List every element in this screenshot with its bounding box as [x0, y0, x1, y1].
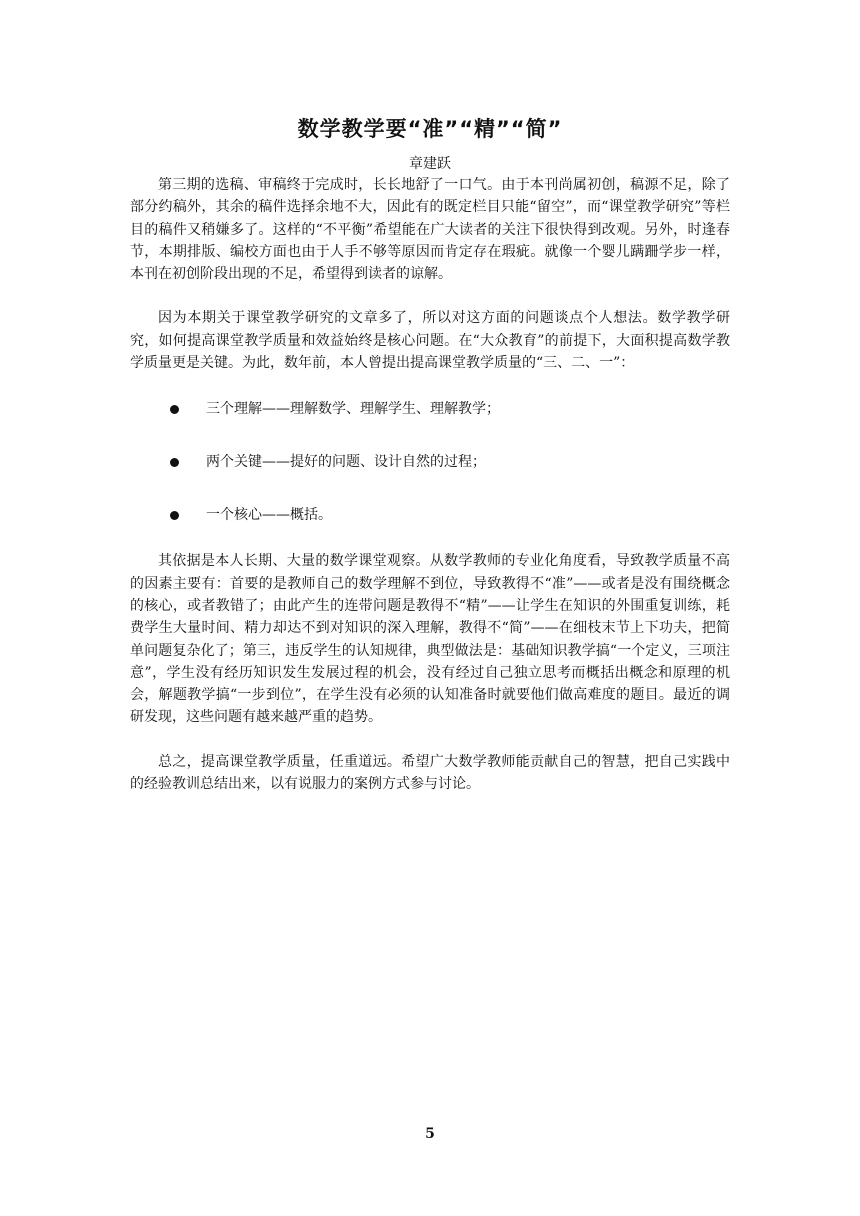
list-item [130, 504, 730, 526]
list-item-text: 三个理解——理解数学、理解学生、理解教学； [206, 401, 500, 418]
article-author: 章建跃 [409, 156, 451, 172]
bullet-icon [170, 458, 179, 467]
list-item-text: 一个核心——概括。 [206, 507, 332, 524]
list-item [130, 451, 730, 473]
principle-list [130, 398, 730, 526]
list-item-text: 两个关键——提好的问题、设计自然的过程； [206, 454, 486, 471]
paragraph-gap [130, 729, 730, 751]
list-item [130, 398, 730, 420]
page-number: 5 [425, 1126, 435, 1142]
paragraph-conclusion: 总之，提高课堂教学质量，任重道远。希望广大数学教师能贡献自己的智慧，把自己实践中的经验教训总结出来，以有说服力的案例方式参与讨论。 [130, 753, 730, 793]
paragraph-analysis: 其依据是本人长期、大量的数学课堂观察。从数学教师的专业化角度看，导致教学质量不高的因素主要有：首要的是教师自己的数学理解不到位，导致教得不“准”——或者是没有围绕概念的核心，或者教错了；由此产生的连带问题是教得不“精”——让学生在知识的外围重复训练，耗费学生大量时间、精力却达不到对知识的深入理解，教得不“简”——在细枝末节上下功夫，把简单问题复杂化了；第三，违反学生的认知规律，典型做法是：基础知识教学搞“一个定义，三项注意”，学生没有经历知识发生发展过程的机会，没有经过自己独立思考而概括出概念和原理的机会，解题教学搞“一步到位”，在学生没有必须的认知准备时就要他们做高难度的题目。最近的调研发现，这些问题有越来越严重的趋势。 [130, 553, 730, 726]
article-title: 数学教学要“准”“精”“简” [297, 117, 563, 141]
paragraph-intro: 第三期的选稿、审稿终于完成时，长长地舒了一口气。由于本刊尚属初创，稿源不足，除了部分约稿外，其余的稿件选择余地不大，因此有的既定栏目只能“留空”，而“课堂教学研究”等栏目的稿件又稍嫌多了。这样的“不平衡”希望能在广大读者的关注下很快得到改观。另外，时逢春节，本期排版、编校方面也由于人手不够等原因而肯定存在瑕疵。就像一个婴儿蹒跚学步一样，本刊在初创阶段出现的不足，希望得到读者的谅解。 [130, 177, 730, 283]
bullet-icon [170, 405, 179, 414]
bullet-icon [170, 511, 179, 520]
paragraph-gap [130, 285, 730, 307]
list-gap [130, 374, 730, 398]
paragraph-teaching-research: 因为本期关于课堂教学研究的文章多了，所以对这方面的问题谈点个人想法。数学教学研究，如何提高课堂教学质量和效益始终是核心问题。在“大众教育”的前提下，大面积提高数学教学质量更是关键。为此，数年前，本人曾提出提高课堂教学质量的“三、二、一”： [130, 310, 730, 372]
article-body [130, 174, 730, 795]
